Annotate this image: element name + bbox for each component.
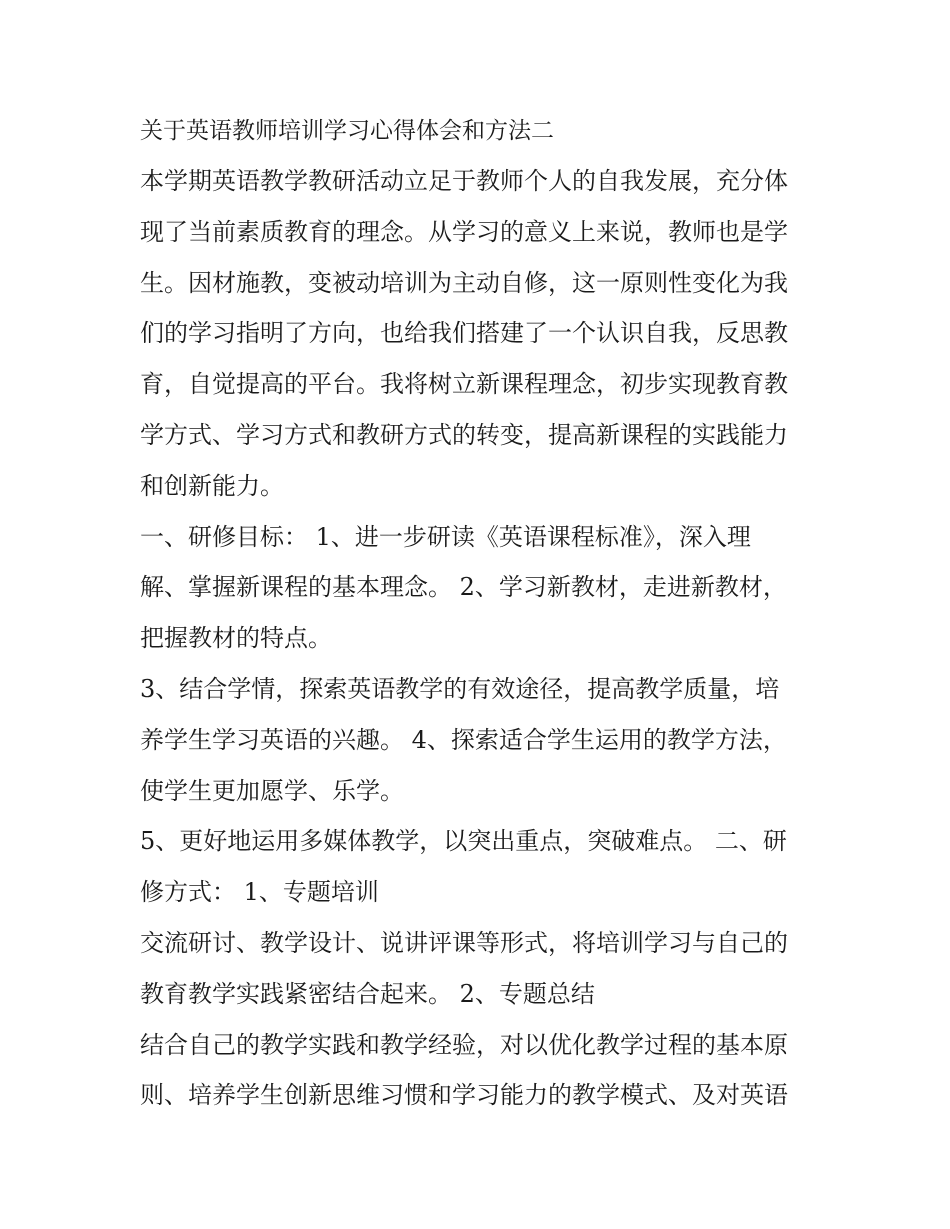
text-line: 解、掌握新课程的基本理念。 2、学习新教材，走进新教材， <box>140 573 787 602</box>
text-line: 使学生更加愿学、乐学。 <box>140 776 404 805</box>
text-line: 交流研讨、教学设计、说讲评课等形式，将培训学习与自己的 <box>140 928 788 957</box>
text-line: 5、更好地运用多媒体教学，以突出重点，突破难点。 二、研 <box>140 827 787 856</box>
text-line: 生。因材施教，变被动培训为主动自修，这一原则性变化为我 <box>140 268 788 297</box>
text-line: 们的学习指明了方向，也给我们搭建了一个认识自我，反思教 <box>140 319 788 348</box>
text-line: 教育教学实践紧密结合起来。 2、专题总结 <box>140 979 595 1008</box>
text-line: 把握教材的特点。 <box>140 624 332 653</box>
text-line: 育，自觉提高的平台。我将树立新课程理念，初步实现教育教 <box>140 370 788 399</box>
text-line: 本学期英语教学教研活动立足于教师个人的自我发展，充分体 <box>140 167 788 195</box>
text-line: 修方式： 1、专题培训 <box>140 878 379 907</box>
text-line: 养学生学习英语的兴趣。 4、探索适合学生运用的教学方法， <box>140 725 787 754</box>
document-body <box>140 106 820 1121</box>
text-line: 一、研修目标： 1、进一步研读《英语课程标准》，深入理 <box>140 522 751 551</box>
document-title: 关于英语教师培训学习心得体会和方法二 <box>140 118 554 144</box>
text-line: 结合自己的教学实践和教学经验，对以优化教学过程的基本原 <box>140 1030 788 1059</box>
text-line: 则、培养学生创新思维习惯和学习能力的教学模式、及对英语 <box>140 1081 788 1110</box>
text-line: 和创新能力。 <box>140 471 284 500</box>
text-line: 学方式、学习方式和教研方式的转变，提高新课程的实践能力 <box>140 420 788 449</box>
text-line: 3、结合学情，探索英语教学的有效途径，提高教学质量，培 <box>140 674 780 703</box>
text-line: 现了当前素质教育的理念。从学习的意义上来说，教师也是学 <box>140 217 788 246</box>
